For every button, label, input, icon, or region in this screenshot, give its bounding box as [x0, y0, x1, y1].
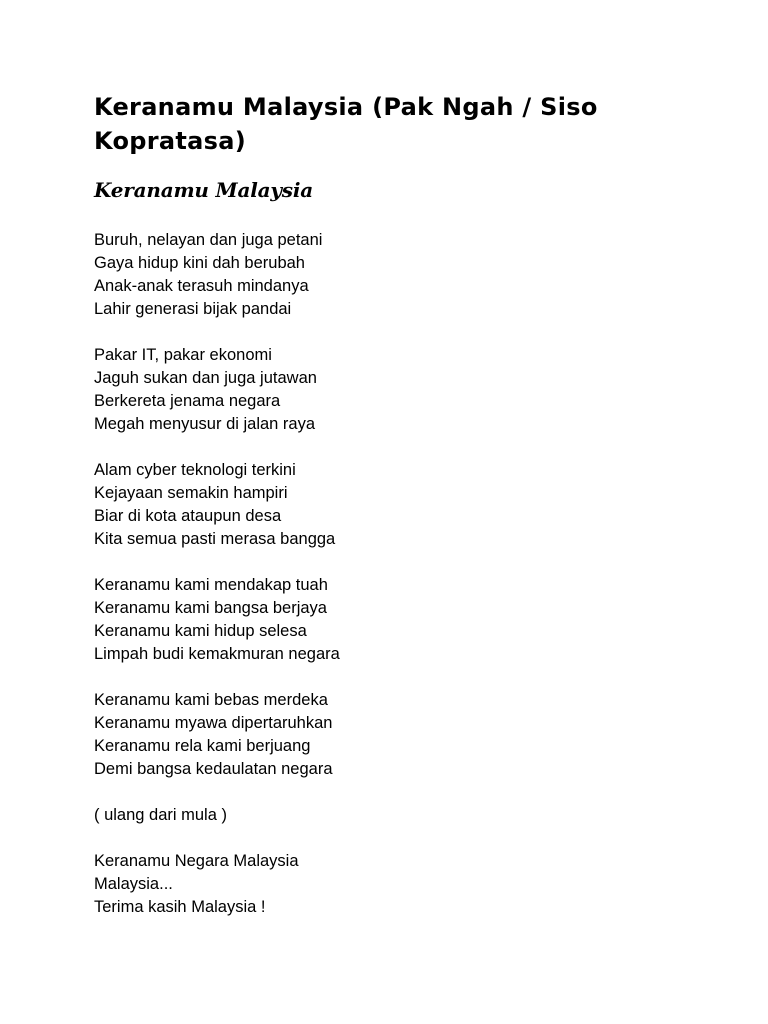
lyric-line: Berkereta jenama negara [94, 392, 281, 410]
lyric-line: Alam cyber teknologi terkini [94, 461, 296, 479]
lyric-line: Terima kasih Malaysia ! [94, 898, 266, 916]
lyric-line: Keranamu kami mendakap tuah [94, 576, 328, 594]
lyric-line: Keranamu kami bangsa berjaya [94, 599, 327, 617]
lyric-line: Keranamu kami bebas merdeka [94, 691, 328, 709]
lyric-line: Kejayaan semakin hampiri [94, 484, 288, 502]
lyric-line: Keranamu myawa dipertaruhkan [94, 714, 333, 732]
lyric-line: Keranamu kami hidup selesa [94, 622, 307, 640]
stanza-1 [94, 229, 340, 321]
stanza-repeat-note [94, 804, 340, 827]
lyric-line: Limpah budi kemakmuran negara [94, 645, 340, 663]
lyric-line: Biar di kota ataupun desa [94, 507, 282, 525]
stanza-5 [94, 689, 340, 781]
stanza-3 [94, 459, 340, 551]
lyric-line: Gaya hidup kini dah berubah [94, 254, 305, 272]
lyric-line: Demi bangsa kedaulatan negara [94, 760, 333, 778]
lyric-line: Buruh, nelayan dan juga petani [94, 231, 323, 249]
lyrics-body [94, 229, 340, 942]
lyric-line: Kita semua pasti merasa bangga [94, 530, 336, 548]
page-title: Keranamu Malaysia (Pak Ngah / Siso Kopratasa) [94, 93, 598, 155]
stanza-2 [94, 344, 340, 436]
lyric-line: Jaguh sukan dan juga jutawan [94, 369, 317, 387]
lyric-line: Megah menyusur di jalan raya [94, 415, 316, 433]
repeat-instruction: ( ulang dari mula ) [94, 806, 227, 824]
lyric-line: Malaysia... [94, 875, 173, 893]
song-subtitle: Keranamu Malaysia [94, 178, 314, 202]
stanza-4 [94, 574, 340, 666]
lyric-line: Keranamu Negara Malaysia [94, 852, 299, 870]
lyric-line: Pakar IT, pakar ekonomi [94, 346, 272, 364]
lyric-line: Lahir generasi bijak pandai [94, 300, 292, 318]
stanza-outro [94, 850, 340, 919]
lyric-line: Anak-anak terasuh mindanya [94, 277, 309, 295]
lyric-line: Keranamu rela kami berjuang [94, 737, 311, 755]
